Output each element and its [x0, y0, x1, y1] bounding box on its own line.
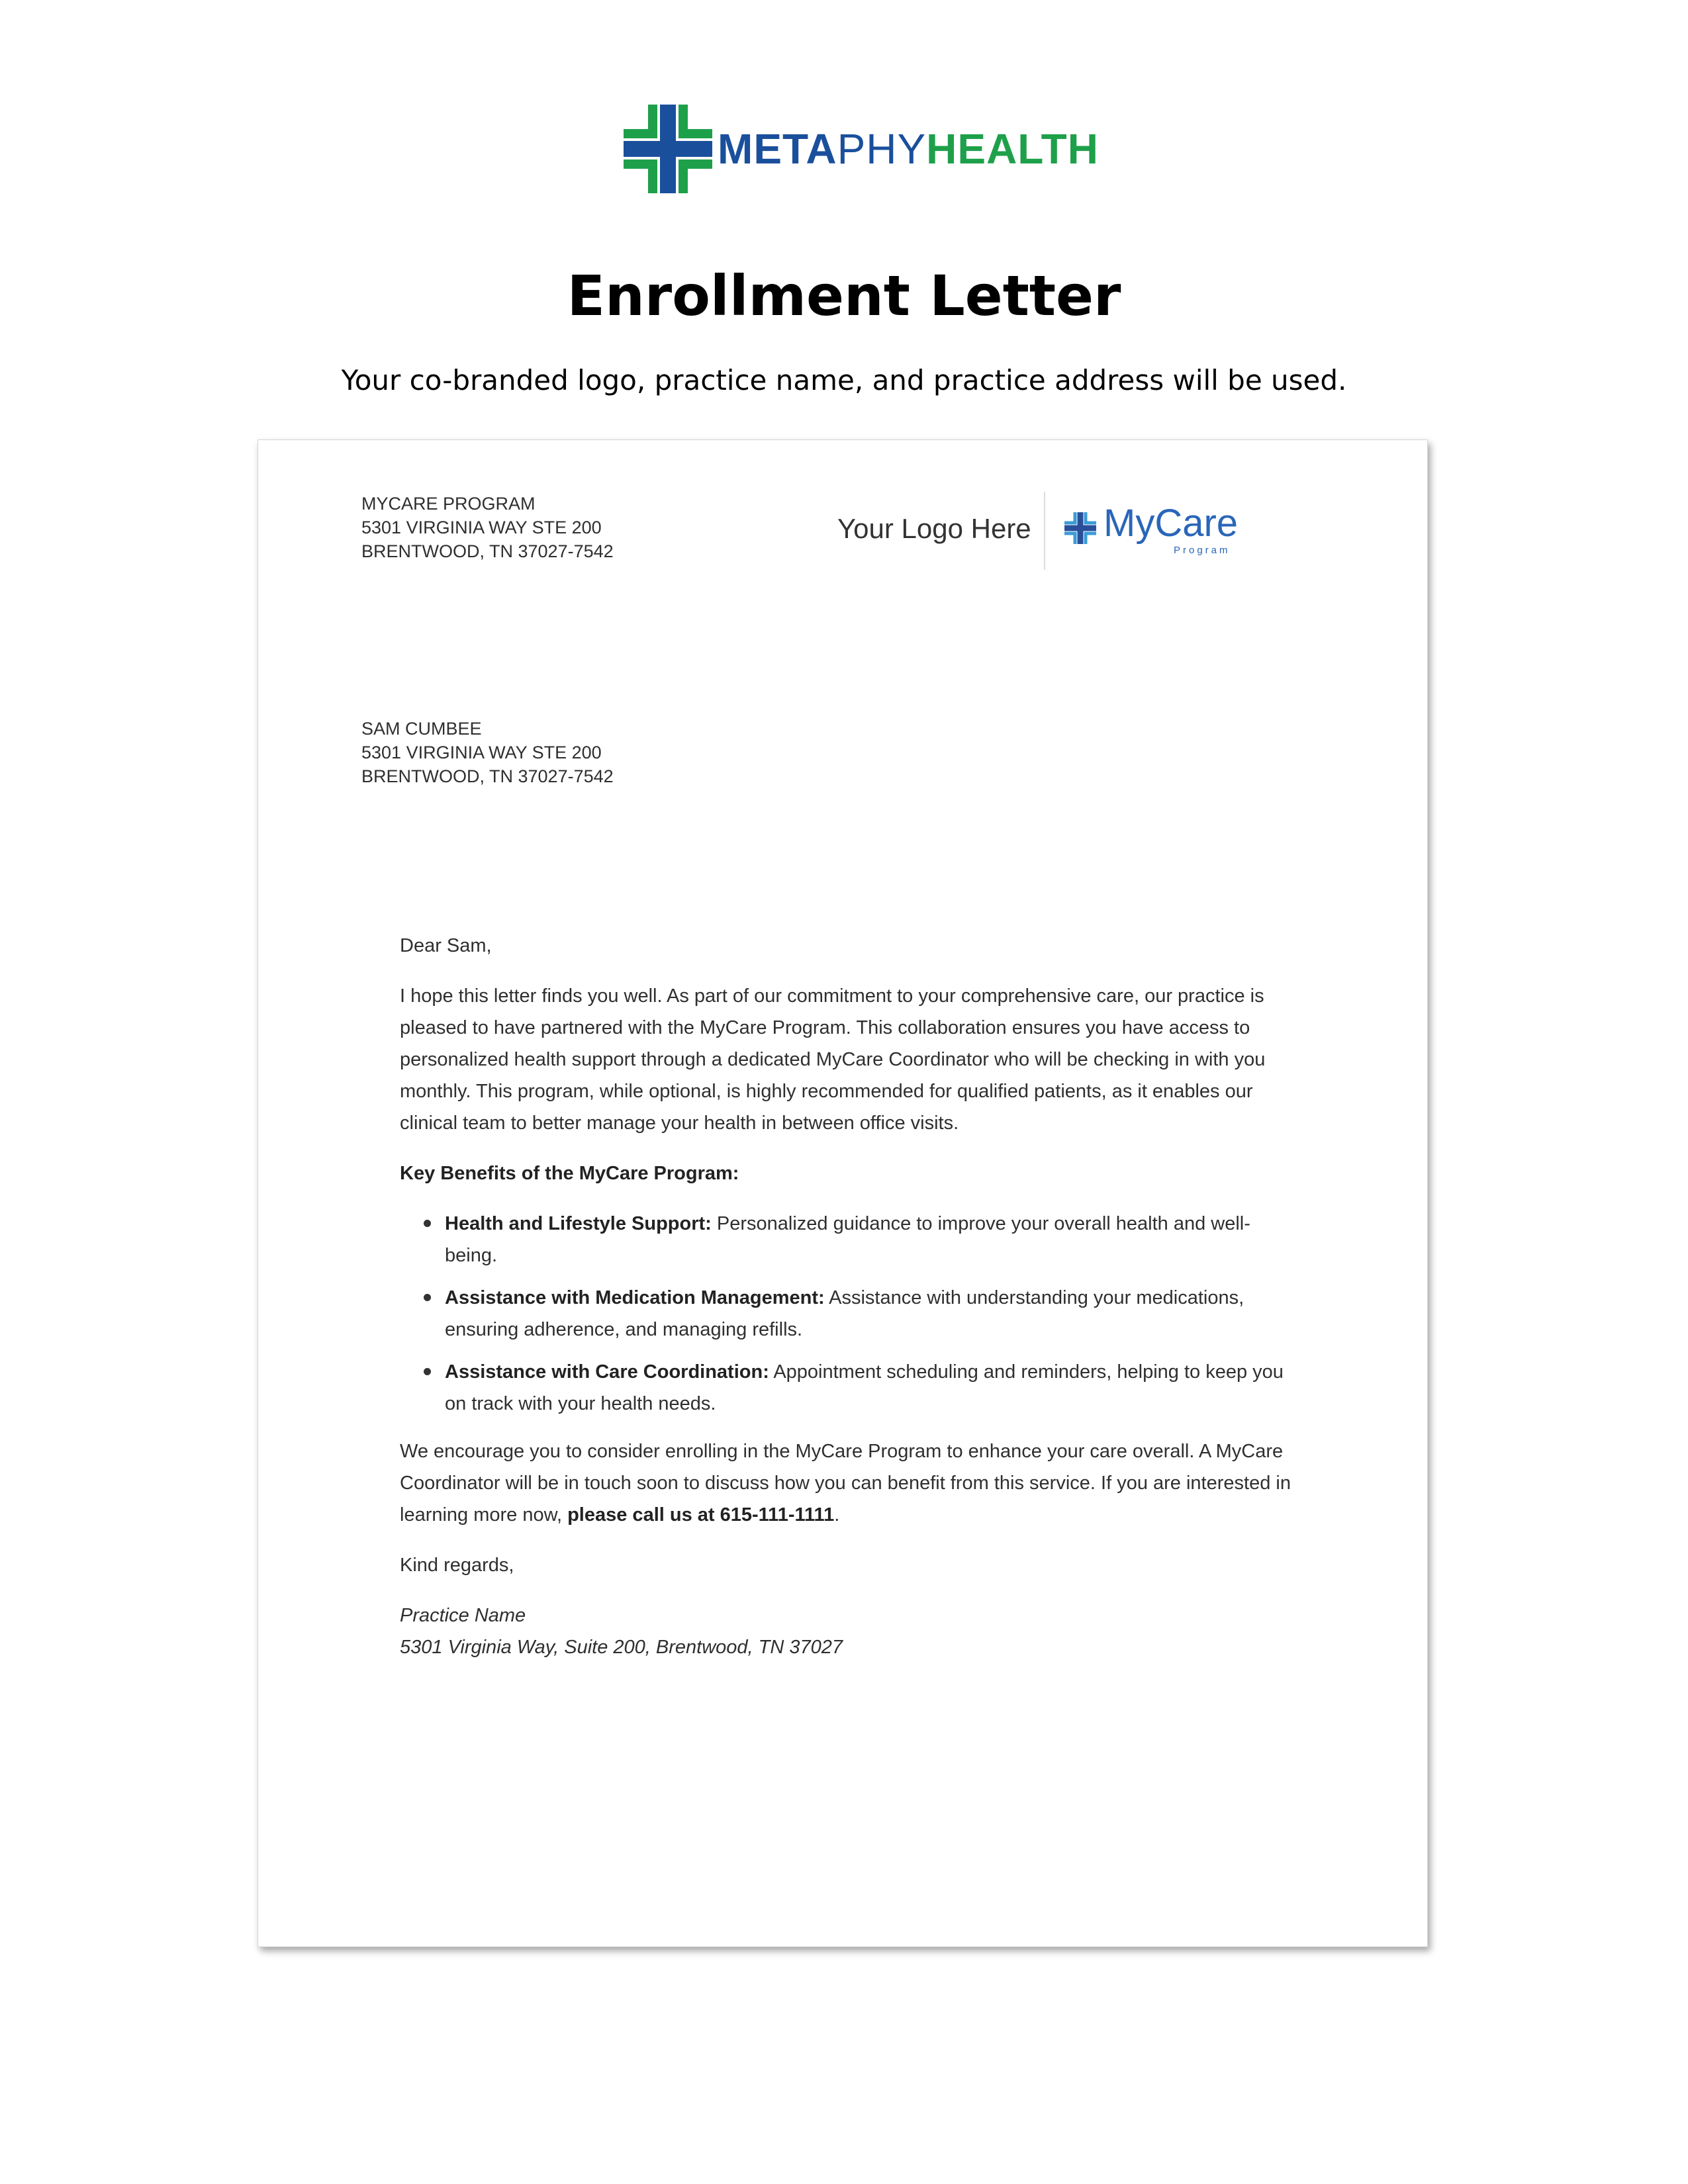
benefit-text: Personalized guidance to improve your overall health and well-being. [445, 1213, 1250, 1266]
benefit-title: Assistance with Care Coordination: [445, 1361, 769, 1383]
bullet-icon [424, 1220, 431, 1227]
brand-name-part1: META [718, 125, 837, 173]
recipient-line: BRENTWOOD, TN 37027-7542 [361, 766, 614, 786]
sender-line: MYCARE PROGRAM [361, 494, 536, 514]
intro-paragraph: I hope this letter finds you well. As part of our commitment to your comprehensive care, our practice is pleased to have partnered with the MyCare Program. This collaboration ensures you have access to personalized health support through a dedicated MyCare Coordinator who will be checking in with you monthly. This program, while optional, is highly recommended for qualified patients, as it enables our clinical team to better manage your health in between office visits. [400, 985, 1266, 1134]
benefit-text: Assistance with understanding your medications, ensuring adherence, and managing refills. [445, 1287, 1244, 1340]
letter-preview [258, 439, 1428, 1947]
mycare-cross-icon [1062, 510, 1098, 546]
sender-line: BRENTWOOD, TN 37027-7542 [361, 541, 614, 561]
greeting: Dear Sam, [400, 935, 492, 956]
sender-address [361, 492, 614, 563]
mycare-logo-subtitle: Program [1174, 545, 1231, 556]
call-to-action-paragraph [400, 1435, 1300, 1531]
list-item [400, 1282, 1300, 1345]
page-subtitle: Your co-branded logo, practice name, and practice address will be used. [341, 364, 1347, 396]
cta-text: We encourage you to consider enrolling in the MyCare Program to enhance your care overall. A MyCare Coordinator will be in touch soon to discuss how you can benefit from this service. If you are interested in learning more now, [400, 1441, 1291, 1525]
list-item [400, 1208, 1300, 1271]
logo-divider [1044, 492, 1045, 570]
benefits-heading: Key Benefits of the MyCare Program: [400, 1163, 739, 1184]
closing: Kind regards, [400, 1555, 514, 1576]
brand-name-part2: PHY [837, 125, 927, 173]
metaphyhealth-logo [618, 99, 1099, 199]
recipient-line: SAM CUMBEE [361, 719, 482, 739]
logo-placeholder: Your Logo Here [837, 513, 1031, 544]
practice-name: Practice Name [400, 1605, 526, 1626]
cta-end: . [834, 1504, 840, 1525]
recipient-address [361, 717, 614, 788]
sender-line: 5301 VIRGINIA WAY STE 200 [361, 518, 602, 537]
practice-address: 5301 Virginia Way, Suite 200, Brentwood, TN 37027 [400, 1637, 843, 1658]
benefit-text: Appointment scheduling and reminders, helping to keep you on track with your health needs. [445, 1361, 1284, 1414]
brand-name-part3: HEALTH [926, 125, 1099, 173]
benefit-title: Assistance with Medication Management: [445, 1287, 825, 1308]
list-item [400, 1356, 1300, 1420]
benefits-list [400, 1208, 1300, 1420]
bullet-icon [424, 1294, 431, 1301]
benefit-title: Health and Lifestyle Support: [445, 1213, 712, 1234]
cta-phone: please call us at 615-111-1111 [567, 1504, 835, 1525]
bullet-icon [424, 1368, 431, 1375]
recipient-line: 5301 VIRGINIA WAY STE 200 [361, 743, 602, 762]
page-title: Enrollment Letter [567, 263, 1121, 328]
brand-wordmark [718, 124, 1099, 173]
mycare-logo [1062, 501, 1254, 561]
metaphy-cross-icon [618, 99, 718, 199]
mycare-logo-name: MyCare [1103, 502, 1239, 545]
letter-body [400, 930, 1300, 1663]
